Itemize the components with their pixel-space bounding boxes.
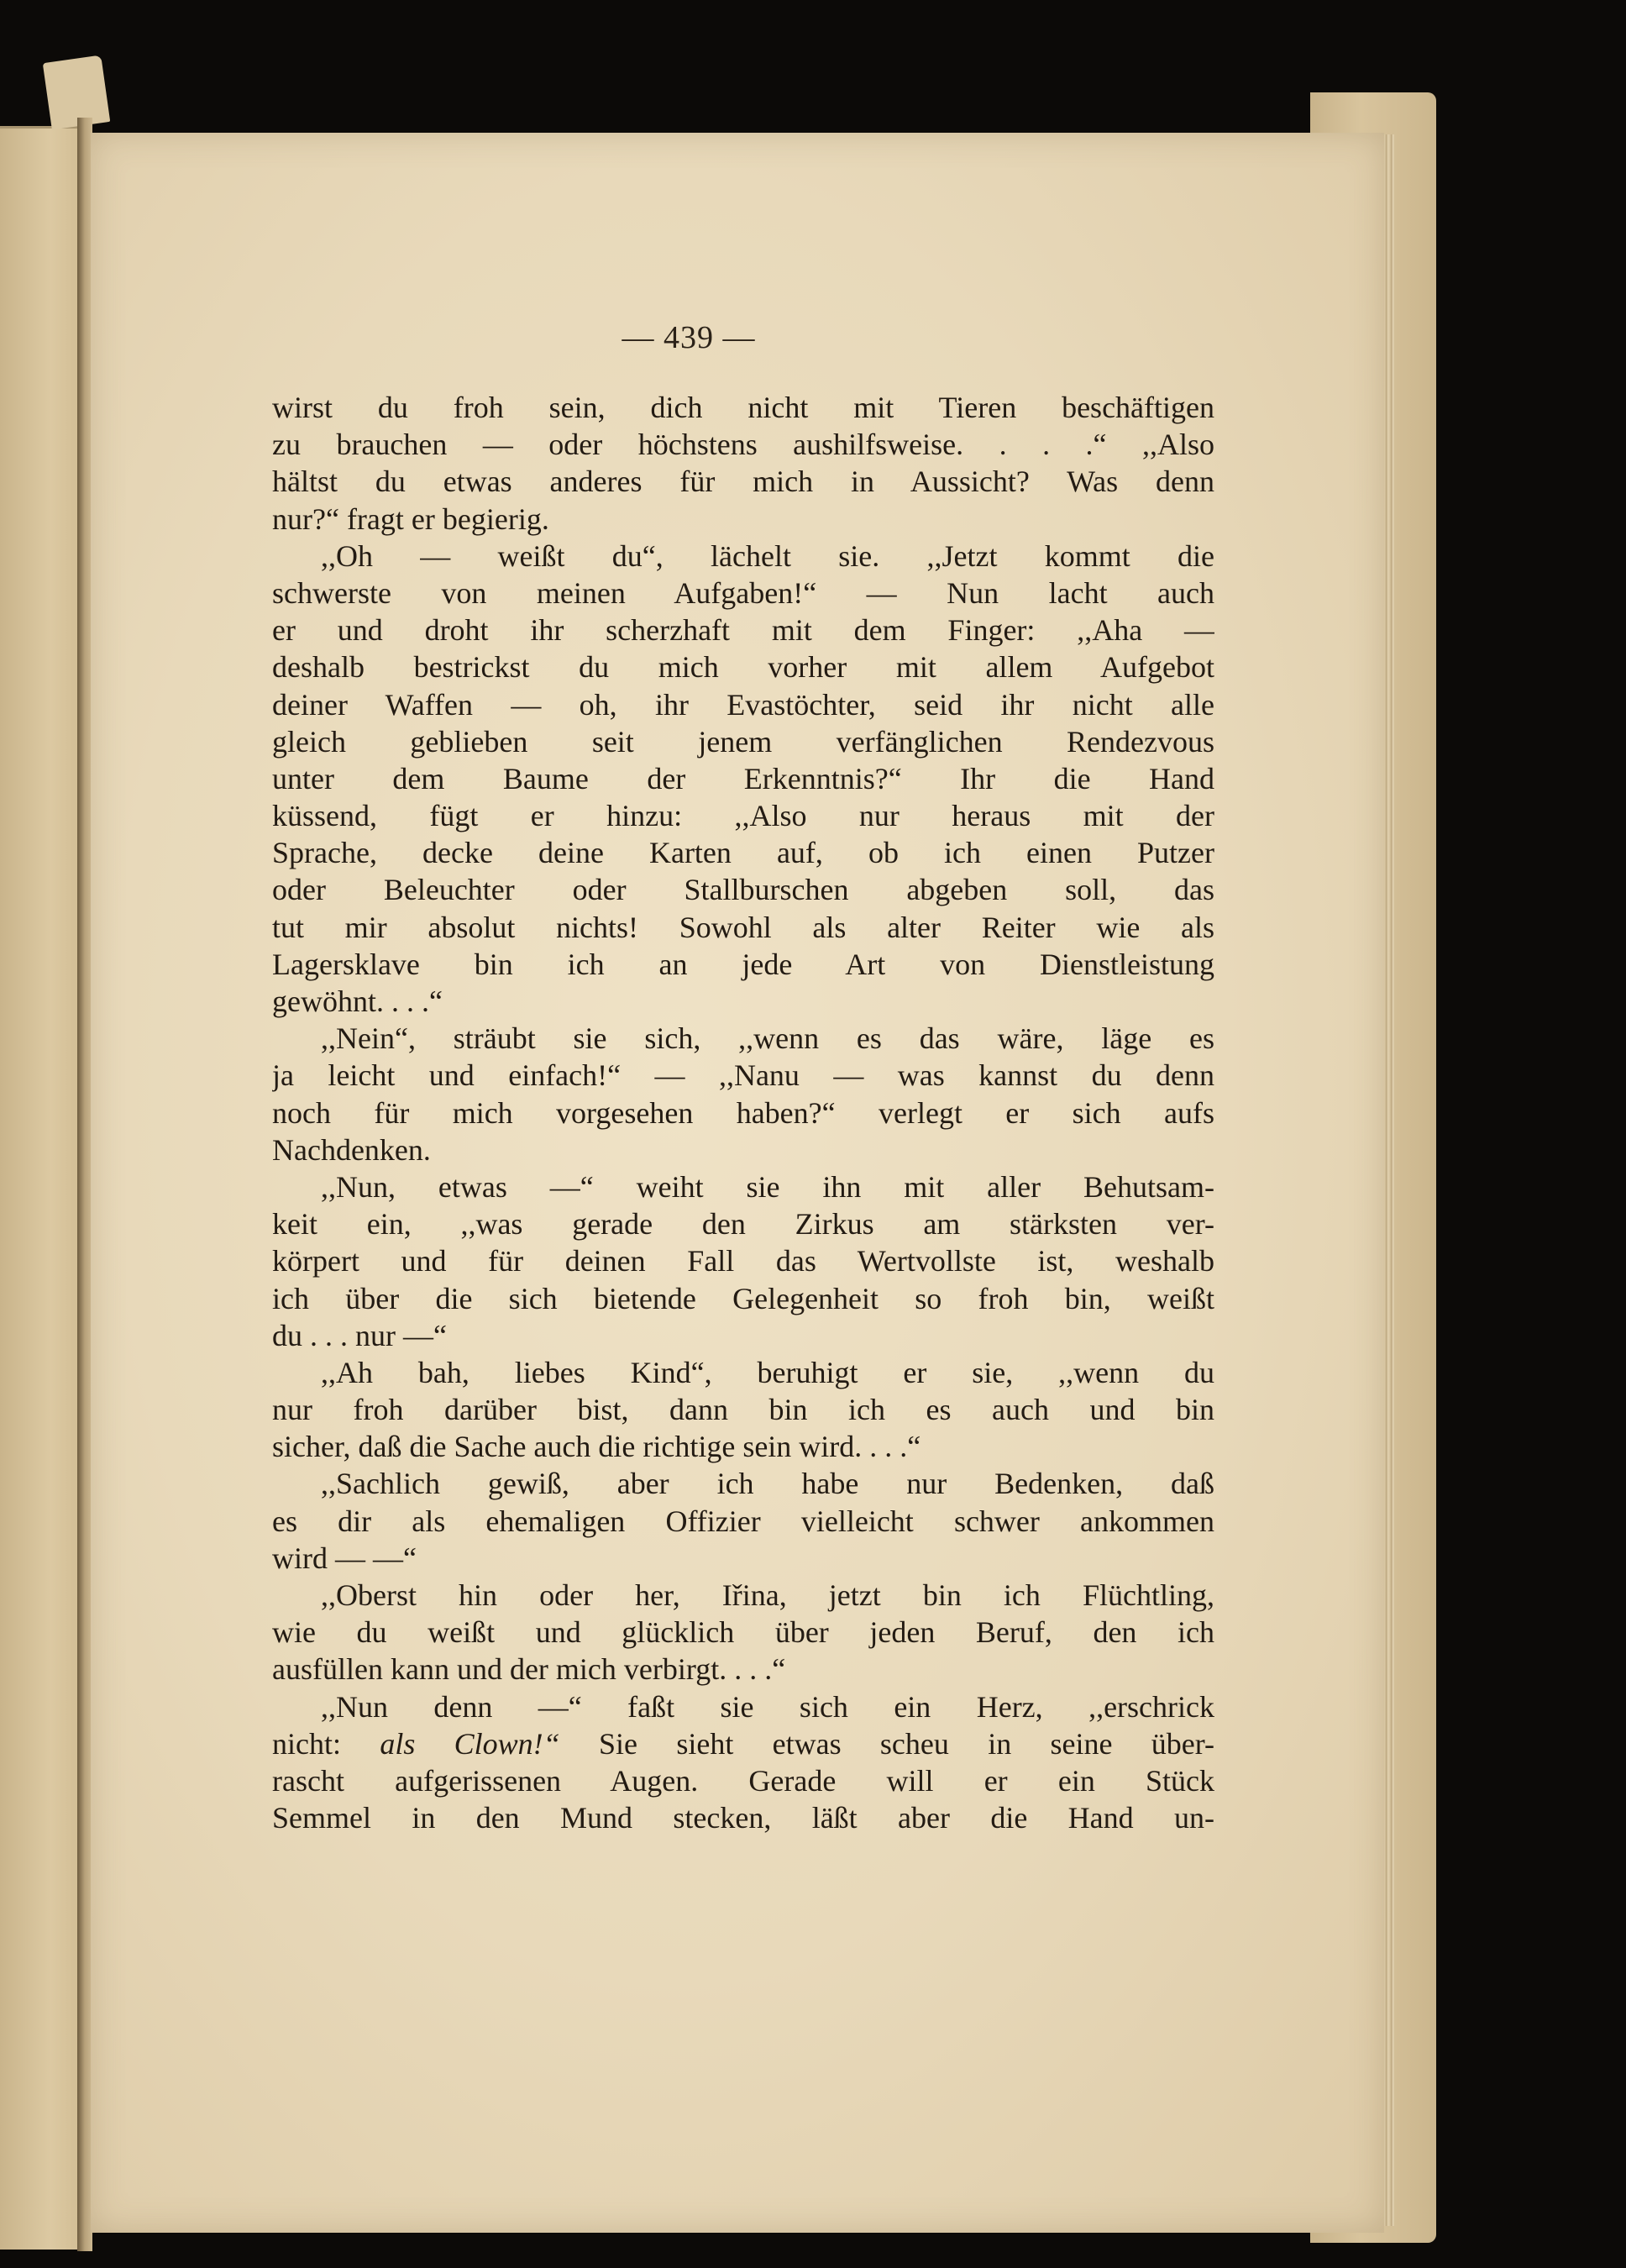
- text-line: gleich geblieben seit jenem verfänglichen Rendezvous: [272, 724, 1214, 759]
- text-line: nur?“ fragt er begierig.: [272, 501, 549, 536]
- text-line: Nachdenken.: [272, 1132, 431, 1167]
- text-line: wie du weißt und glücklich über jeden Beruf, den ich: [272, 1615, 1214, 1650]
- italic-phrase: als Clown!“: [380, 1726, 560, 1761]
- text-line-mixed: [272, 1725, 1214, 1762]
- page-number: — 439 —: [622, 320, 756, 355]
- text-segment: nicht:: [272, 1726, 341, 1761]
- text-line: ,,Nun denn —“ faßt sie sich ein Herz, ,,erschrick: [321, 1689, 1214, 1724]
- text-line: schwerste von meinen Aufgaben!“ — Nun lacht auch: [272, 575, 1214, 610]
- torn-page-corner: [43, 55, 110, 130]
- text-line: keit ein, ,,was gerade den Zirkus am stärksten ver-: [272, 1207, 1214, 1242]
- text-line: ,,Oberst hin oder her, Iřina, jetzt bin ich Flüchtling,: [321, 1578, 1214, 1612]
- text-line: ,,Sachlich gewiß, aber ich habe nur Bedenken, daß: [321, 1467, 1214, 1501]
- text-line: deiner Waffen — oh, ihr Evastöchter, seid ihr nicht alle: [272, 687, 1214, 722]
- text-line: noch für mich vorgesehen haben?“ verlegt er sich aufs: [272, 1095, 1214, 1130]
- text-line: rascht aufgerissenen Augen. Gerade will er ein Stück: [272, 1763, 1214, 1798]
- text-line: sicher, daß die Sache auch die richtige sein wird. . . .“: [272, 1430, 921, 1464]
- text-line: er und droht ihr scherzhaft mit dem Finger: ,,Aha —: [272, 613, 1214, 648]
- text-line: Sprache, decke deine Karten auf, ob ich einen Putzer: [272, 836, 1214, 870]
- text-line: ,,Oh — weißt du“, lächelt sie. ,,Jetzt kommt die: [321, 538, 1214, 573]
- text-line: ausfüllen kann und der mich verbirgt. . . .“: [272, 1652, 786, 1687]
- page-text: [272, 389, 1214, 1836]
- text-line: Semmel in den Mund stecken, läßt aber die Hand un-: [272, 1801, 1214, 1835]
- text-line: ,,Nein“, sträubt sie sich, ,,wenn es das wäre, läge es: [321, 1021, 1214, 1056]
- text-line: körpert und für deinen Fall das Wertvollste ist, weshalb: [272, 1244, 1214, 1278]
- text-line: es dir als ehemaligen Offizier vielleicht schwer ankommen: [272, 1504, 1214, 1538]
- text-line: ,,Ah bah, liebes Kind“, beruhigt er sie, ,,wenn du: [321, 1355, 1214, 1389]
- text-line: nur froh darüber bist, dann bin ich es auch und bin: [272, 1393, 1214, 1427]
- text-line: du . . . nur —“: [272, 1318, 447, 1352]
- text-line: wirst du froh sein, dich nicht mit Tieren beschäftigen: [272, 391, 1214, 424]
- text-line: wird — —“: [272, 1541, 417, 1575]
- text-line: unter dem Baume der Erkenntnis?“ Ihr die Hand: [272, 761, 1214, 795]
- text-line: tut mir absolut nichts! Sowohl als alter Reiter wie als: [272, 910, 1214, 944]
- previous-page-edge: [0, 126, 84, 2250]
- text-segment: Sie sieht etwas scheu in seine über-: [599, 1726, 1214, 1761]
- text-line: gewöhnt. . . .“: [272, 984, 443, 1018]
- text-line: zu brauchen — oder höchstens aushilfsweise. . . .“ ,,Also: [272, 428, 1214, 462]
- text-line: ich über die sich bietende Gelegenheit so froh bin, weißt: [272, 1281, 1214, 1315]
- text-line: deshalb bestrickst du mich vorher mit allem Aufgebot: [272, 650, 1214, 685]
- text-line: hältst du etwas anderes für mich in Aussicht? Was denn: [272, 465, 1214, 499]
- text-line: oder Beleuchter oder Stallburschen abgeben soll, das: [272, 873, 1214, 907]
- text-line: küssend, fügt er hinzu: ,,Also nur heraus mit der: [272, 799, 1214, 833]
- text-line: ,,Nun, etwas —“ weiht sie ihn mit aller Behutsam-: [321, 1169, 1214, 1204]
- text-line: ja leicht und einfach!“ — ,,Nanu — was kannst du denn: [272, 1058, 1214, 1093]
- text-line: Lagersklave bin ich an jede Art von Dienstleistung: [272, 947, 1214, 981]
- book-page: [91, 133, 1384, 2233]
